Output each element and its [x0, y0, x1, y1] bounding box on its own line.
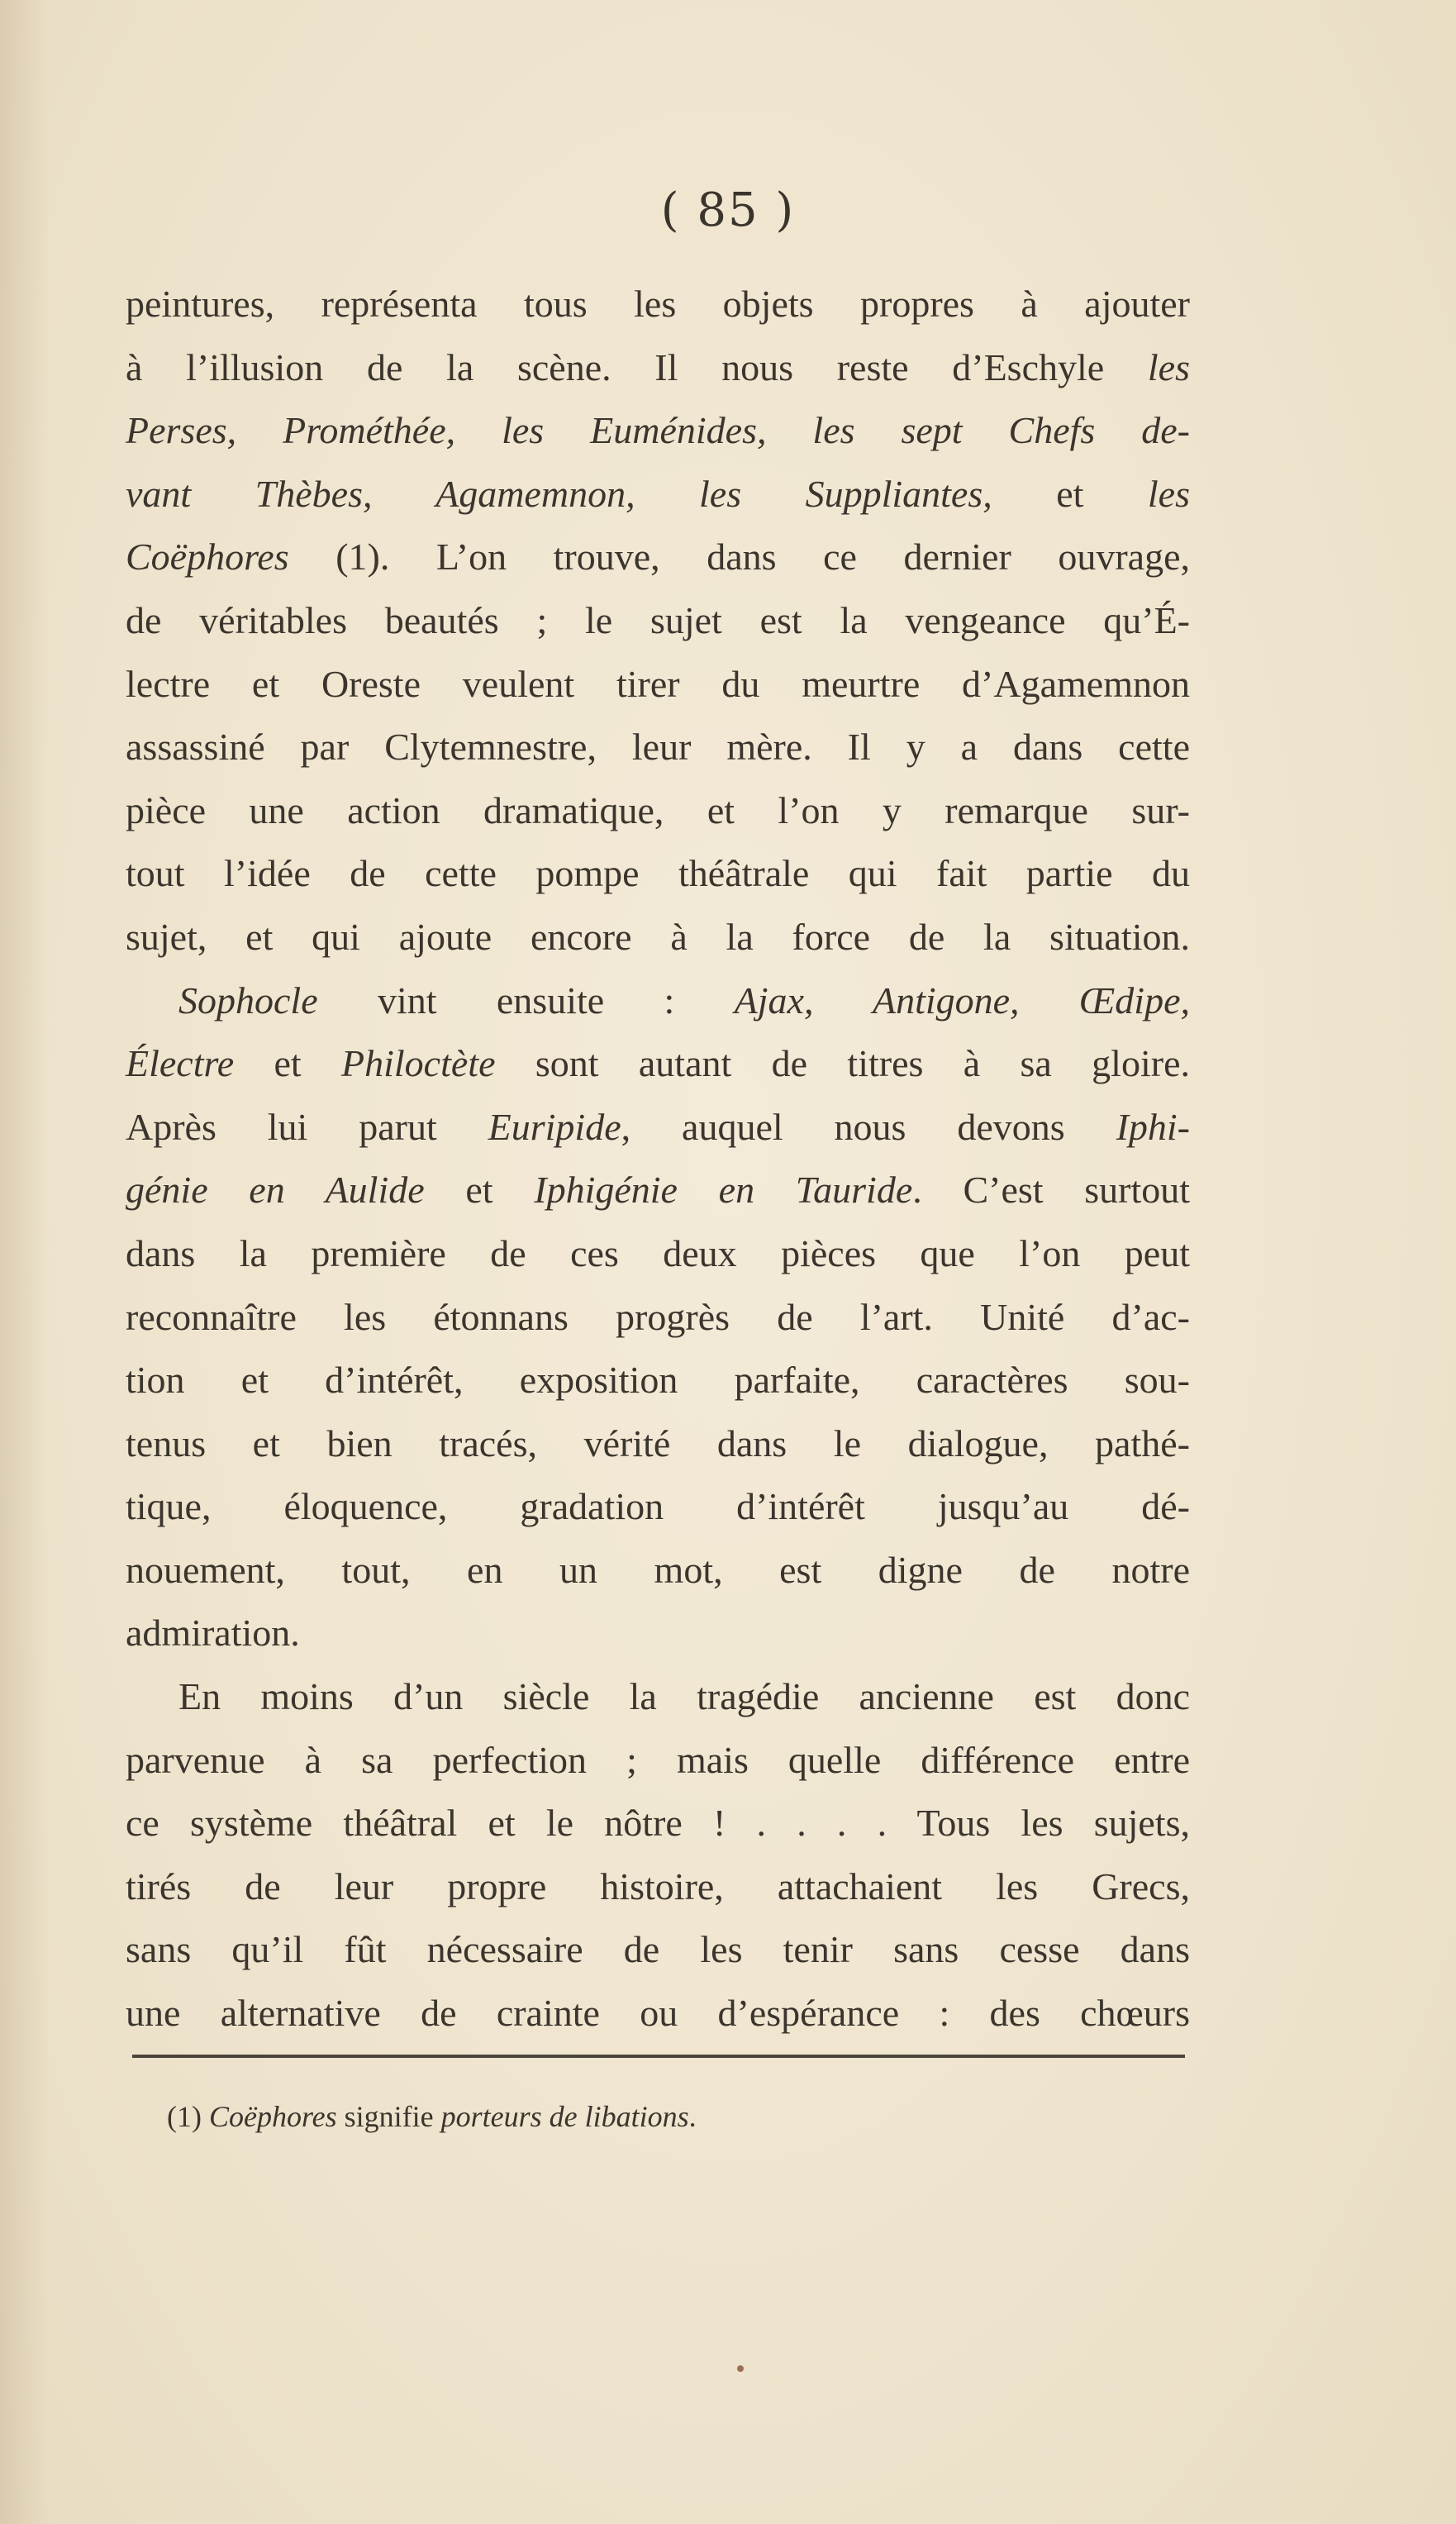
text-line: pièce une action dramatique, et l’on y remarque sur- — [126, 788, 1190, 831]
text-line: tirés de leur propre histoire, attachaient les Grecs, — [126, 1864, 1190, 1907]
page-edge-shadow — [0, 0, 50, 2524]
body-text — [126, 273, 1190, 2045]
text-line: Électre et Philoctète sont autant de titres à sa gloire. — [126, 1042, 1190, 1085]
text-line: Sophocle vint ensuite : Ajax, Antigone, Œdipe, — [178, 979, 1191, 1022]
text-line: reconnaître les étonnans progrès de l’art. Unité d’ac- — [126, 1295, 1190, 1338]
text-line: Coëphores (1). L’on trouve, dans ce dernier ouvrage, — [126, 536, 1190, 579]
text-line: dans la première de ces deux pièces que l’on peut — [126, 1231, 1190, 1274]
ink-speck — [737, 2365, 744, 2372]
footnote: (1) Coëphores signifie porteurs de libations. — [167, 2100, 697, 2133]
text-line: génie en Aulide et Iphigénie en Tauride. C’est surtout — [126, 1169, 1191, 1212]
text-line: lectre et Oreste veulent tirer du meurtre d’Agamemnon — [126, 662, 1190, 705]
text-line: admiration. — [126, 1612, 300, 1655]
text-line: peintures, représenta tous les objets propres à ajouter — [126, 283, 1190, 325]
text-line: vant Thèbes, Agamemnon, les Suppliantes, et les — [126, 472, 1190, 515]
text-line: une alternative de crainte ou d’espérance : des chœurs — [126, 1992, 1190, 2035]
text-line: En moins d’un siècle la tragédie ancienne est donc — [178, 1675, 1190, 1718]
page-number: ( 85 ) — [660, 183, 796, 237]
text-line: nouement, tout, en un mot, est digne de notre — [126, 1548, 1190, 1591]
footnote-rule — [132, 2055, 1185, 2058]
text-line: de véritables beautés ; le sujet est la vengeance qu’É- — [126, 598, 1190, 641]
text-line: ce système théâtral et le nôtre ! . . . . Tous les sujets, — [126, 1802, 1190, 1845]
text-line: Perses, Prométhée, les Euménides, les sept Chefs de- — [126, 409, 1190, 452]
text-line: tion et d’intérêt, exposition parfaite, caractères sou- — [126, 1359, 1190, 1402]
text-line: à l’illusion de la scène. Il nous reste d’Eschyle les — [126, 345, 1190, 388]
text-line: assassiné par Clytemnestre, leur mère. Il y a dans cette — [126, 726, 1190, 769]
text-line: tenus et bien tracés, vérité dans le dialogue, pathé- — [126, 1422, 1190, 1464]
text-line: parvenue à sa perfection ; mais quelle différence entre — [126, 1738, 1190, 1781]
text-line: Après lui parut Euripide, auquel nous devons Iphi- — [126, 1105, 1190, 1148]
text-line: tique, éloquence, gradation d’intérêt jusqu’au dé- — [126, 1485, 1190, 1528]
text-line: sujet, et qui ajoute encore à la force de la situation. — [126, 915, 1190, 958]
text-line: tout l’idée de cette pompe théâtrale qui fait partie du — [126, 852, 1190, 895]
text-line: sans qu’il fût nécessaire de les tenir sans cesse dans — [126, 1928, 1190, 1971]
